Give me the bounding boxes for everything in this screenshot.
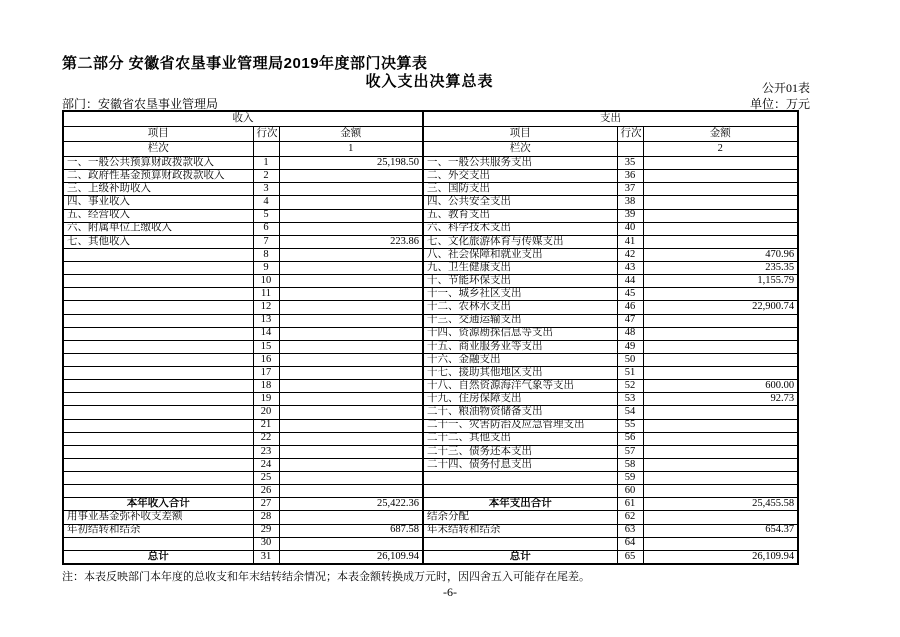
table-row xyxy=(63,485,798,498)
expense-amount xyxy=(643,314,798,327)
income-line-no: 16 xyxy=(253,353,279,366)
income-line-no: 4 xyxy=(253,196,279,209)
table-row xyxy=(63,537,798,550)
income-item xyxy=(63,314,253,327)
expense-line-no: 35 xyxy=(617,157,643,170)
expense-line-no: 53 xyxy=(617,393,643,406)
expense-line-no: 61 xyxy=(617,498,643,511)
income-item xyxy=(63,445,253,458)
income-line-no: 28 xyxy=(253,511,279,524)
table-row xyxy=(63,262,798,275)
expense-item: 结余分配 xyxy=(423,511,617,524)
income-amount xyxy=(279,406,423,419)
income-line-no: 31 xyxy=(253,550,279,564)
income-line-no: 30 xyxy=(253,537,279,550)
expense-line-no: 57 xyxy=(617,445,643,458)
table-row xyxy=(63,314,798,327)
table-row xyxy=(63,353,798,366)
expense-amount: 25,455.58 xyxy=(643,498,798,511)
income-line-no: 5 xyxy=(253,209,279,222)
income-amount xyxy=(279,445,423,458)
expense-line-no: 63 xyxy=(617,524,643,537)
income-amount xyxy=(279,275,423,288)
expense-line-no: 50 xyxy=(617,353,643,366)
expense-item: 二、外交支出 xyxy=(423,170,617,183)
table-row xyxy=(63,340,798,353)
income-amount xyxy=(279,419,423,432)
expense-line-no: 37 xyxy=(617,183,643,196)
expense-item: 十一、城乡社区支出 xyxy=(423,288,617,301)
income-amount xyxy=(279,170,423,183)
expense-amount xyxy=(643,432,798,445)
income-amount xyxy=(279,432,423,445)
income-amount xyxy=(279,196,423,209)
income-amount xyxy=(279,301,423,314)
expense-amount xyxy=(643,327,798,340)
expense-item: 十五、商业服务业等支出 xyxy=(423,340,617,353)
expense-amount: 600.00 xyxy=(643,380,798,393)
income-line-no: 7 xyxy=(253,235,279,248)
expense-item: 四、公共安全支出 xyxy=(423,196,617,209)
expense-amount: 654.37 xyxy=(643,524,798,537)
expense-amount xyxy=(643,537,798,550)
expense-line-no: 65 xyxy=(617,550,643,564)
expense-line-no: 64 xyxy=(617,537,643,550)
income-amount xyxy=(279,367,423,380)
expense-item: 本年支出合计 xyxy=(423,498,617,511)
income-item: 三、上级补助收入 xyxy=(63,183,253,196)
income-line-no: 12 xyxy=(253,301,279,314)
expense-amount xyxy=(643,157,798,170)
expense-line-no: 56 xyxy=(617,432,643,445)
income-amount: 223.86 xyxy=(279,235,423,248)
section-header-row xyxy=(63,111,798,127)
income-line-no: 14 xyxy=(253,327,279,340)
expense-line-no: 40 xyxy=(617,222,643,235)
income-amount xyxy=(279,209,423,222)
expense-amount xyxy=(643,235,798,248)
income-item xyxy=(63,275,253,288)
income-amount xyxy=(279,485,423,498)
income-item xyxy=(63,327,253,340)
table-row xyxy=(63,511,798,524)
income-item xyxy=(63,288,253,301)
expense-line-no: 60 xyxy=(617,485,643,498)
income-item: 用事业基金弥补收支差额 xyxy=(63,511,253,524)
expense-item: 十二、农林水支出 xyxy=(423,301,617,314)
expense-item: 十六、金融支出 xyxy=(423,353,617,366)
expense-item: 五、教育支出 xyxy=(423,209,617,222)
table-row xyxy=(63,196,798,209)
income-amount xyxy=(279,353,423,366)
income-line-no: 13 xyxy=(253,314,279,327)
income-item: 六、附属单位上缴收入 xyxy=(63,222,253,235)
expense-item: 十三、交通运输支出 xyxy=(423,314,617,327)
income-line-no: 2 xyxy=(253,170,279,183)
table-row xyxy=(63,432,798,445)
income-item: 四、事业收入 xyxy=(63,196,253,209)
income-item xyxy=(63,472,253,485)
expense-line-no: 58 xyxy=(617,458,643,471)
income-line-no: 27 xyxy=(253,498,279,511)
table-row xyxy=(63,209,798,222)
expense-amount: 235.35 xyxy=(643,262,798,275)
income-expense-summary-table xyxy=(62,110,799,565)
expense-line-no: 38 xyxy=(617,196,643,209)
income-item xyxy=(63,367,253,380)
expense-amount: 92.73 xyxy=(643,393,798,406)
footnote: 注：本表反映部门本年度的总收支和年末结转结余情况；本表金额转换成万元时，因四舍五入可能存在尾差。 xyxy=(62,571,590,583)
income-item xyxy=(63,485,253,498)
expense-line-index-blank xyxy=(617,142,643,157)
expense-line-no: 49 xyxy=(617,340,643,353)
income-amount xyxy=(279,380,423,393)
income-item: 二、政府性基金预算财政拨款收入 xyxy=(63,170,253,183)
expense-item: 十、节能环保支出 xyxy=(423,275,617,288)
income-item: 五、经营收入 xyxy=(63,209,253,222)
expense-item: 十七、援助其他地区支出 xyxy=(423,367,617,380)
income-line-no: 20 xyxy=(253,406,279,419)
expense-amount xyxy=(643,288,798,301)
expense-amount xyxy=(643,472,798,485)
expense-item-col-header: 项目 xyxy=(423,127,617,142)
income-amount xyxy=(279,511,423,524)
income-line-no: 8 xyxy=(253,248,279,261)
expense-item xyxy=(423,472,617,485)
table-row xyxy=(63,222,798,235)
table-row xyxy=(63,406,798,419)
expense-item: 九、卫生健康支出 xyxy=(423,262,617,275)
income-section-header: 收入 xyxy=(63,111,423,127)
income-amount xyxy=(279,248,423,261)
income-item: 总计 xyxy=(63,550,253,564)
expense-line-no: 36 xyxy=(617,170,643,183)
part-title: 第二部分 安徽省农垦事业管理局2019年度部门决算表 xyxy=(62,55,428,72)
expense-item: 十八、自然资源海洋气象等支出 xyxy=(423,380,617,393)
expense-section-header: 支出 xyxy=(423,111,798,127)
income-line-no: 29 xyxy=(253,524,279,537)
income-item-col-header: 项目 xyxy=(63,127,253,142)
income-line-no: 9 xyxy=(253,262,279,275)
expense-amount xyxy=(643,458,798,471)
expense-item: 年末结转和结余 xyxy=(423,524,617,537)
expense-amount xyxy=(643,353,798,366)
expense-column-index: 2 xyxy=(643,142,798,157)
income-amount xyxy=(279,458,423,471)
income-amount xyxy=(279,183,423,196)
expense-item: 二十、粮油物资储备支出 xyxy=(423,406,617,419)
income-amount xyxy=(279,393,423,406)
income-line-index-blank xyxy=(253,142,279,157)
expense-item: 总计 xyxy=(423,550,617,564)
expense-amount xyxy=(643,445,798,458)
income-amount: 25,422.36 xyxy=(279,498,423,511)
income-line-no: 18 xyxy=(253,380,279,393)
expense-amount xyxy=(643,419,798,432)
income-amount xyxy=(279,537,423,550)
income-line-no: 6 xyxy=(253,222,279,235)
expense-amount xyxy=(643,406,798,419)
table-row xyxy=(63,235,798,248)
income-amount: 26,109.94 xyxy=(279,550,423,564)
income-item xyxy=(63,537,253,550)
income-line-no: 1 xyxy=(253,157,279,170)
expense-column-index-label: 栏次 xyxy=(423,142,617,157)
income-item xyxy=(63,406,253,419)
expense-amount: 22,900.74 xyxy=(643,301,798,314)
expense-line-no: 43 xyxy=(617,262,643,275)
table-row xyxy=(63,301,798,314)
income-amount xyxy=(279,288,423,301)
table-row xyxy=(63,275,798,288)
expense-line-no: 62 xyxy=(617,511,643,524)
expense-line-col-header: 行次 xyxy=(617,127,643,142)
unit-label: 单位：万元 xyxy=(749,97,810,111)
table-row xyxy=(63,170,798,183)
table-row xyxy=(63,524,798,537)
income-amount xyxy=(279,472,423,485)
expense-item xyxy=(423,485,617,498)
expense-line-no: 54 xyxy=(617,406,643,419)
income-item: 七、其他收入 xyxy=(63,235,253,248)
income-line-no: 11 xyxy=(253,288,279,301)
expense-item: 十四、资源勘探信息等支出 xyxy=(423,327,617,340)
expense-line-no: 48 xyxy=(617,327,643,340)
expense-amount: 26,109.94 xyxy=(643,550,798,564)
income-amount xyxy=(279,327,423,340)
expense-line-no: 45 xyxy=(617,288,643,301)
expense-item: 二十一、灾害防治及应急管理支出 xyxy=(423,419,617,432)
form-code-label: 公开01表 xyxy=(761,81,810,95)
expense-amount xyxy=(643,196,798,209)
income-item: 一、一般公共预算财政拨款收入 xyxy=(63,157,253,170)
expense-line-no: 44 xyxy=(617,275,643,288)
table-row xyxy=(63,248,798,261)
expense-item xyxy=(423,537,617,550)
income-line-col-header: 行次 xyxy=(253,127,279,142)
expense-amount xyxy=(643,511,798,524)
expense-item: 一、一般公共服务支出 xyxy=(423,157,617,170)
page-number: -6- xyxy=(443,585,457,599)
income-amount xyxy=(279,314,423,327)
expense-amount xyxy=(643,209,798,222)
expense-line-no: 46 xyxy=(617,301,643,314)
table-row xyxy=(63,393,798,406)
expense-line-no: 52 xyxy=(617,380,643,393)
table-row xyxy=(63,472,798,485)
income-amount xyxy=(279,340,423,353)
income-amount: 25,198.50 xyxy=(279,157,423,170)
table-row xyxy=(63,458,798,471)
expense-item: 八、社会保障和就业支出 xyxy=(423,248,617,261)
income-line-no: 26 xyxy=(253,485,279,498)
income-amount-col-header: 金额 xyxy=(279,127,423,142)
table-title: 收入支出决算总表 xyxy=(365,73,494,90)
table-row xyxy=(63,327,798,340)
income-amount: 687.58 xyxy=(279,524,423,537)
income-amount xyxy=(279,262,423,275)
income-item: 年初结转和结余 xyxy=(63,524,253,537)
table-row xyxy=(63,367,798,380)
expense-amount xyxy=(643,170,798,183)
income-item xyxy=(63,262,253,275)
expense-line-no: 39 xyxy=(617,209,643,222)
table-row xyxy=(63,550,798,564)
income-item xyxy=(63,380,253,393)
income-item xyxy=(63,340,253,353)
table-row xyxy=(63,380,798,393)
income-item xyxy=(63,432,253,445)
income-line-no: 24 xyxy=(253,458,279,471)
expense-item: 十九、住房保障支出 xyxy=(423,393,617,406)
income-line-no: 19 xyxy=(253,393,279,406)
income-item xyxy=(63,248,253,261)
income-line-no: 23 xyxy=(253,445,279,458)
expense-amount xyxy=(643,367,798,380)
income-line-no: 22 xyxy=(253,432,279,445)
income-item xyxy=(63,419,253,432)
expense-amount: 470.96 xyxy=(643,248,798,261)
department-label: 部门：安徽省农垦事业管理局 xyxy=(62,97,219,111)
income-column-index-label: 栏次 xyxy=(63,142,253,157)
expense-amount xyxy=(643,183,798,196)
expense-line-no: 42 xyxy=(617,248,643,261)
expense-item: 六、科学技术支出 xyxy=(423,222,617,235)
table-row xyxy=(63,157,798,170)
expense-line-no: 47 xyxy=(617,314,643,327)
income-item xyxy=(63,301,253,314)
table-row xyxy=(63,183,798,196)
expense-line-no: 59 xyxy=(617,472,643,485)
income-line-no: 17 xyxy=(253,367,279,380)
income-line-no: 15 xyxy=(253,340,279,353)
income-item xyxy=(63,393,253,406)
expense-item: 二十四、债务付息支出 xyxy=(423,458,617,471)
income-line-no: 21 xyxy=(253,419,279,432)
income-line-no: 3 xyxy=(253,183,279,196)
income-item: 本年收入合计 xyxy=(63,498,253,511)
income-line-no: 10 xyxy=(253,275,279,288)
expense-line-no: 55 xyxy=(617,419,643,432)
expense-amount-col-header: 金额 xyxy=(643,127,798,142)
table-row xyxy=(63,445,798,458)
table-row xyxy=(63,419,798,432)
expense-amount: 1,155.79 xyxy=(643,275,798,288)
expense-amount xyxy=(643,485,798,498)
income-item xyxy=(63,458,253,471)
expense-item: 三、国防支出 xyxy=(423,183,617,196)
income-amount xyxy=(279,222,423,235)
income-line-no: 25 xyxy=(253,472,279,485)
expense-item: 二十三、债务还本支出 xyxy=(423,445,617,458)
income-item xyxy=(63,353,253,366)
expense-item: 七、文化旅游体育与传媒支出 xyxy=(423,235,617,248)
expense-line-no: 41 xyxy=(617,235,643,248)
income-column-index: 1 xyxy=(279,142,423,157)
expense-line-no: 51 xyxy=(617,367,643,380)
column-index-row xyxy=(63,142,798,157)
column-header-row xyxy=(63,127,798,142)
table-row xyxy=(63,288,798,301)
table-row xyxy=(63,498,798,511)
expense-amount xyxy=(643,222,798,235)
expense-amount xyxy=(643,340,798,353)
expense-item: 二十二、其他支出 xyxy=(423,432,617,445)
